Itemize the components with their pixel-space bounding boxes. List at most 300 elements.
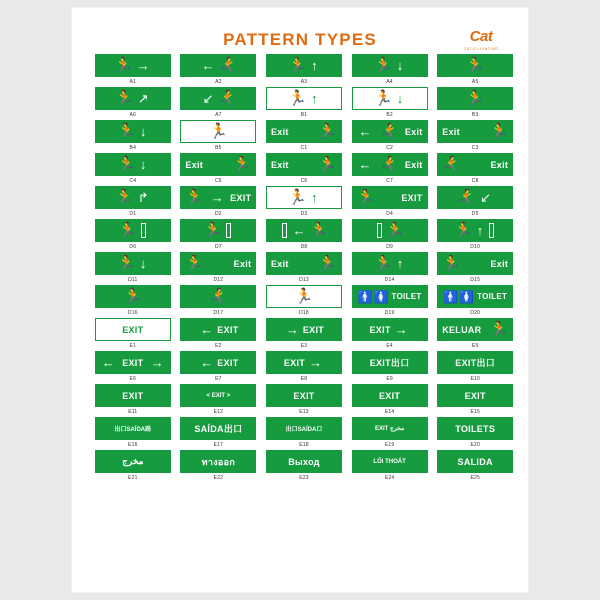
sign-e7[interactable] — [180, 351, 256, 374]
sign-code: B3 — [471, 111, 479, 118]
sign-text: TOILETS — [455, 423, 496, 434]
sign-content — [267, 124, 341, 139]
sign-cell — [436, 450, 514, 483]
sign-cell — [180, 285, 258, 318]
sign-cell — [265, 219, 343, 252]
sign-cell — [351, 219, 429, 252]
arrow-icon: → — [394, 322, 408, 337]
sign-cell — [94, 54, 172, 87]
sign-content — [181, 190, 255, 205]
sign-e14[interactable] — [352, 384, 428, 407]
sign-d1[interactable] — [95, 186, 171, 209]
sign-text: Exit — [270, 159, 289, 170]
sign-content — [267, 424, 341, 433]
sign-content — [353, 190, 427, 205]
sign-content — [267, 356, 341, 369]
sign-cell — [351, 351, 429, 384]
sign-b2[interactable] — [352, 87, 428, 110]
sign-content — [181, 289, 255, 304]
arrow-icon: ← — [358, 157, 372, 172]
sign-a2[interactable] — [180, 54, 256, 77]
sign-cell — [436, 417, 514, 450]
sign-text: 出口SAÍDA口 — [285, 427, 323, 433]
sign-cell — [94, 219, 172, 252]
sign-cell — [180, 384, 258, 417]
sign-d15[interactable] — [437, 252, 513, 275]
sign-text: EXIT — [122, 390, 144, 401]
sign-e16[interactable] — [95, 417, 171, 440]
sign-text: LỐI THOÁT — [373, 458, 406, 465]
sign-code: E17 — [213, 441, 224, 448]
sign-cell — [265, 87, 343, 120]
sign-cell — [265, 318, 343, 351]
sign-cell — [265, 153, 343, 186]
sign-text: EXIT — [283, 357, 306, 368]
sign-code: D8 — [300, 243, 308, 250]
door-icon — [141, 223, 146, 238]
sign-d16[interactable] — [95, 285, 171, 308]
sign-e12[interactable] — [180, 384, 256, 407]
sign-code: E21 — [128, 474, 138, 481]
sign-e8[interactable] — [266, 351, 342, 374]
sign-text: < EXIT > — [206, 392, 231, 399]
sign-text: Exit — [442, 126, 460, 137]
sign-code: D18 — [299, 309, 309, 316]
sign-e6[interactable] — [95, 351, 171, 374]
sign-e3[interactable] — [266, 318, 342, 341]
sign-code: A3 — [300, 78, 308, 85]
sign-code: E18 — [299, 441, 309, 448]
sign-cell — [265, 120, 343, 153]
running-man-right-icon: 🏃 — [356, 189, 376, 206]
running-man-right-icon: 🏃 — [318, 123, 337, 140]
sign-cell — [436, 186, 514, 219]
sign-e20[interactable] — [437, 417, 513, 440]
arrow-icon: → — [309, 355, 323, 370]
sign-code: D17 — [213, 309, 224, 316]
sign-cell — [94, 252, 172, 285]
sign-e11[interactable] — [95, 384, 171, 407]
sign-d19[interactable] — [352, 285, 428, 308]
arrow-icon: → — [285, 322, 299, 337]
sign-cell — [265, 285, 343, 318]
sign-cell — [351, 87, 429, 120]
running-man-right-icon: 🏃 — [309, 222, 329, 239]
sign-content — [96, 91, 170, 106]
sign-text: Exit — [490, 159, 509, 170]
sign-text: EXIT — [302, 324, 325, 335]
sign-d11[interactable] — [95, 252, 171, 275]
sign-content — [353, 256, 427, 271]
sign-cell — [351, 153, 429, 186]
sign-text: EXIT — [217, 357, 239, 368]
sign-c6[interactable] — [266, 153, 342, 176]
sign-cell — [436, 219, 514, 252]
sign-e18[interactable] — [266, 417, 342, 440]
running-man-right-icon: 🏃 — [374, 57, 393, 74]
pattern-sheet — [72, 8, 528, 592]
sign-cell — [351, 318, 429, 351]
sign-cell — [265, 384, 343, 417]
sign-c7[interactable] — [352, 153, 428, 176]
sign-code: D20 — [470, 309, 481, 316]
sign-e17[interactable] — [180, 417, 256, 440]
sign-e23[interactable] — [266, 450, 342, 473]
sign-e2[interactable] — [180, 318, 256, 341]
sign-cell — [265, 252, 343, 285]
sign-c8[interactable] — [437, 153, 513, 176]
sign-content — [96, 190, 170, 205]
running-man-left-icon: 🏃 — [442, 156, 461, 173]
sign-text: TOILET — [391, 292, 422, 301]
sign-content — [181, 323, 255, 336]
sign-d13[interactable] — [266, 252, 342, 275]
sign-content — [438, 457, 512, 467]
running-man-right-icon: 🏃 — [465, 90, 485, 107]
arrow-icon: ↙ — [202, 91, 214, 106]
running-man-right-icon: 🏃 — [454, 222, 473, 239]
sign-content — [438, 157, 512, 172]
sign-code: D7 — [214, 243, 222, 250]
sign-cell — [94, 417, 172, 450]
sign-code: D15 — [470, 276, 481, 283]
sign-text: SAÍDA出口 — [194, 424, 243, 434]
running-man-right-icon: 🏃 — [288, 57, 308, 74]
sign-content — [96, 256, 170, 271]
arrow-icon: ↓ — [139, 256, 147, 271]
sign-e10[interactable] — [437, 351, 513, 374]
arrow-icon: → — [210, 190, 224, 205]
sign-content — [181, 455, 255, 469]
sign-content — [181, 356, 255, 369]
sign-code: E22 — [213, 474, 224, 481]
running-man-right-icon: 🏃 — [185, 189, 205, 206]
sign-b3[interactable] — [437, 87, 513, 110]
sign-content — [181, 256, 255, 271]
sign-d3[interactable] — [266, 186, 342, 209]
sign-cell — [94, 186, 172, 219]
sign-text: EXIT — [122, 357, 144, 368]
sign-text: EXIT — [401, 192, 423, 203]
sign-cell — [94, 153, 172, 186]
sign-b1[interactable] — [266, 87, 342, 110]
sign-text: Exit — [270, 126, 289, 137]
sign-code: E8 — [300, 375, 308, 382]
sign-c1[interactable] — [266, 120, 342, 143]
sign-content — [267, 91, 341, 106]
arrow-icon: ← — [358, 124, 372, 139]
sign-d12[interactable] — [180, 252, 256, 275]
sign-text: مخرج — [122, 456, 144, 466]
sign-content — [438, 190, 512, 205]
sign-content — [181, 393, 255, 399]
sign-code: D5 — [471, 210, 479, 217]
arrow-icon: ↑ — [476, 223, 484, 238]
arrow-icon: ↑ — [311, 58, 318, 73]
sign-cell — [180, 54, 258, 87]
sign-b4[interactable] — [95, 120, 171, 143]
sign-cell — [351, 120, 429, 153]
running-man-right-icon: 🏃 — [489, 321, 509, 338]
sign-content — [438, 124, 512, 139]
running-man-right-icon: 🏃 — [115, 189, 134, 206]
sign-text: Выход — [288, 456, 320, 467]
arrow-icon: ↓ — [139, 124, 147, 139]
sign-cell — [94, 285, 172, 318]
sign-e22[interactable] — [180, 450, 256, 473]
running-man-left-icon: 🏃 — [379, 123, 399, 140]
sign-content — [353, 425, 427, 432]
sign-cell — [436, 120, 514, 153]
sign-d20[interactable] — [437, 285, 513, 308]
sign-code: D9 — [386, 243, 393, 250]
sign-text: EXIT — [369, 324, 391, 335]
arrow-icon: ↓ — [396, 58, 404, 73]
sign-content — [438, 91, 512, 106]
running-man-right-icon: 🏃 — [117, 255, 136, 272]
sign-content — [96, 456, 170, 467]
arrow-icon: ↗ — [137, 91, 149, 106]
sign-a7[interactable] — [180, 87, 256, 110]
sign-content — [267, 323, 341, 336]
arrow-icon: ← — [201, 58, 215, 73]
sign-e19[interactable] — [352, 417, 428, 440]
sign-cell — [436, 252, 514, 285]
arrow-icon: ↱ — [137, 190, 149, 205]
door-icon — [226, 223, 231, 238]
sign-e13[interactable] — [266, 384, 342, 407]
sign-a3[interactable] — [266, 54, 342, 77]
sign-a4[interactable] — [352, 54, 428, 77]
sign-code: D3 — [300, 210, 308, 217]
sign-cell — [436, 54, 514, 87]
sign-cell — [180, 417, 258, 450]
sign-text: EXIT — [122, 324, 144, 335]
sign-e25[interactable] — [437, 450, 513, 473]
sign-code: E11 — [128, 408, 138, 415]
sign-code: D13 — [299, 276, 309, 283]
sign-code: C8 — [471, 177, 479, 184]
sign-e9[interactable] — [352, 351, 428, 374]
sign-code: D6 — [129, 243, 137, 250]
sign-content — [267, 223, 341, 238]
sign-cell — [180, 351, 258, 384]
sign-code: C1 — [300, 144, 308, 151]
sign-code: D2 — [214, 210, 222, 217]
sign-content — [267, 190, 341, 205]
sheet-header — [72, 8, 528, 56]
arrow-icon: ← — [101, 355, 115, 370]
sign-code: E10 — [470, 375, 480, 382]
sign-cell — [351, 450, 429, 483]
sign-d14[interactable] — [352, 252, 428, 275]
sign-c5[interactable] — [180, 153, 256, 176]
running-man-right-icon: 🏃 — [294, 288, 314, 305]
sign-cell — [180, 186, 258, 219]
sign-c2[interactable] — [352, 120, 428, 143]
sign-code: C4 — [129, 177, 137, 184]
sign-c3[interactable] — [437, 120, 513, 143]
sign-cell — [94, 87, 172, 120]
sign-cell — [94, 384, 172, 417]
sign-e15[interactable] — [437, 384, 513, 407]
sign-code: E25 — [470, 474, 480, 481]
sign-content — [181, 91, 255, 106]
sign-code: B5 — [215, 144, 222, 151]
arrow-icon: → — [150, 355, 164, 370]
sign-content — [267, 391, 341, 401]
sign-e1[interactable] — [95, 318, 171, 341]
sign-code: C7 — [386, 177, 393, 184]
sign-code: A7 — [215, 111, 222, 118]
sign-content — [96, 325, 170, 335]
sign-cell — [436, 384, 514, 417]
sign-content — [96, 157, 170, 172]
sign-c4[interactable] — [95, 153, 171, 176]
sign-cell — [180, 87, 258, 120]
sign-cell — [351, 252, 429, 285]
sign-content — [353, 356, 427, 369]
sign-cell — [436, 153, 514, 186]
running-man-right-icon: 🏃 — [232, 156, 252, 173]
sign-content — [438, 356, 512, 369]
sign-d2[interactable] — [180, 186, 256, 209]
sign-cell — [94, 351, 172, 384]
sign-cell — [351, 417, 429, 450]
sign-content — [181, 124, 255, 139]
sign-a1[interactable] — [95, 54, 171, 77]
running-man-left-icon: 🏃 — [209, 288, 228, 305]
sign-code: D12 — [213, 276, 224, 283]
sign-content — [353, 124, 427, 139]
running-man-right-icon: 🏃 — [288, 189, 308, 206]
sign-content — [438, 391, 512, 401]
sign-a6[interactable] — [95, 87, 171, 110]
running-man-right-icon: 🏃 — [465, 57, 485, 74]
sign-content — [181, 157, 255, 172]
sign-code: A4 — [386, 78, 393, 85]
sign-d5[interactable] — [437, 186, 513, 209]
sign-d4[interactable] — [352, 186, 428, 209]
sign-content — [267, 289, 341, 304]
sign-content — [353, 223, 427, 238]
sign-code: D4 — [386, 210, 393, 217]
sign-a5[interactable] — [437, 54, 513, 77]
running-man-left-icon: 🏃 — [379, 156, 399, 173]
sign-text: EXIT — [230, 192, 252, 203]
sign-content — [438, 223, 512, 238]
arrow-icon: ↙ — [480, 190, 491, 205]
sign-text: Exit — [404, 126, 423, 137]
sign-cell — [94, 450, 172, 483]
sign-text: Exit — [490, 258, 509, 269]
sign-text: TOILET — [477, 292, 508, 301]
sign-content — [353, 391, 427, 401]
sign-content — [96, 391, 170, 401]
running-man-left-icon: 🏃 — [217, 90, 237, 107]
sign-d8[interactable] — [266, 219, 342, 242]
arrow-icon: ↑ — [311, 91, 318, 106]
running-man-right-icon: 🏃 — [203, 222, 223, 239]
running-man-right-icon: 🏃 — [115, 90, 134, 107]
sign-cell — [180, 120, 258, 153]
running-man-right-icon: 🏃 — [318, 156, 337, 173]
sign-cell — [351, 384, 429, 417]
sign-d6[interactable] — [95, 219, 171, 242]
sign-d7[interactable] — [180, 219, 256, 242]
brand-logo — [454, 28, 508, 52]
sign-content — [353, 157, 427, 172]
sign-code: C6 — [300, 177, 308, 184]
sign-code: E7 — [215, 375, 222, 382]
sign-cell — [265, 351, 343, 384]
sign-cell — [351, 54, 429, 87]
arrow-icon: ↓ — [139, 157, 147, 172]
sign-cell — [180, 153, 258, 186]
running-man-right-icon: 🏃 — [288, 90, 308, 107]
running-man-left-icon: 🏃 — [218, 57, 238, 74]
sign-code: E2 — [215, 342, 222, 349]
sign-code: D16 — [127, 309, 138, 316]
sign-text: EXIT出口 — [369, 358, 410, 368]
sign-code: B1 — [300, 111, 308, 118]
sign-d10[interactable] — [437, 219, 513, 242]
sign-e4[interactable] — [352, 318, 428, 341]
arrow-icon: ↓ — [396, 91, 404, 106]
sign-code: A5 — [471, 78, 479, 85]
sign-code: D1 — [129, 210, 137, 217]
sign-code: E15 — [470, 408, 480, 415]
sign-cell — [180, 450, 258, 483]
sign-code: E3 — [300, 342, 308, 349]
sign-code: E6 — [129, 375, 137, 382]
sign-text: EXIT — [293, 390, 315, 401]
sign-b5[interactable] — [180, 120, 256, 143]
sign-cell — [265, 417, 343, 450]
sign-text: Exit — [404, 159, 423, 170]
sign-text: Exit — [233, 258, 252, 269]
sign-code: A6 — [129, 111, 137, 118]
running-man-right-icon: 🏃 — [489, 123, 509, 140]
sign-content — [353, 323, 427, 336]
running-man-right-icon: 🏃 — [442, 255, 461, 272]
sign-code: E4 — [386, 342, 393, 349]
sign-text: EXIT — [464, 390, 486, 401]
running-man-right-icon: 🏃 — [209, 123, 228, 140]
sign-cell — [180, 219, 258, 252]
sign-e21[interactable] — [95, 450, 171, 473]
sign-content — [438, 291, 512, 303]
sign-d18[interactable] — [266, 285, 342, 308]
sign-code: A2 — [215, 78, 222, 85]
sign-content — [96, 58, 170, 73]
sign-d17[interactable] — [180, 285, 256, 308]
sign-d9[interactable] — [352, 219, 428, 242]
sign-content — [96, 356, 170, 369]
arrow-icon: ↑ — [396, 256, 404, 271]
sign-e5[interactable] — [437, 318, 513, 341]
sign-e24[interactable] — [352, 450, 428, 473]
sign-code: E12 — [213, 408, 224, 415]
sign-content — [353, 459, 427, 465]
sign-cell — [265, 450, 343, 483]
brand-tagline: CAT-9 LIGHTING — [463, 47, 499, 51]
sign-content — [353, 91, 427, 106]
sign-cell — [351, 186, 429, 219]
sign-text: SALIDA — [457, 456, 493, 467]
running-man-right-icon: 🏃 — [385, 222, 405, 239]
door-icon — [377, 223, 382, 238]
